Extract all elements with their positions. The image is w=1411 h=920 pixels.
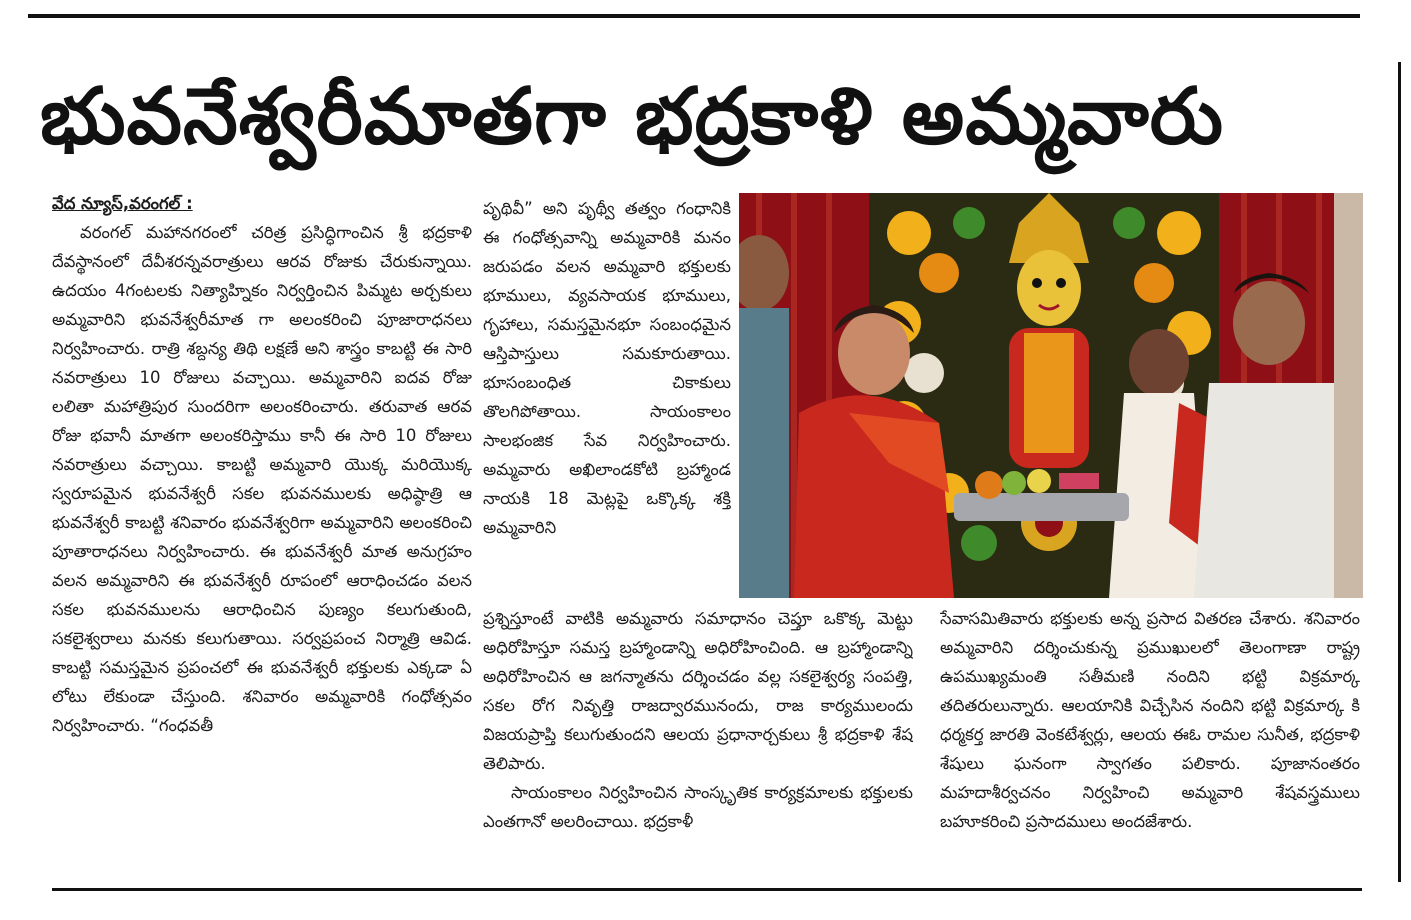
bottom-rule bbox=[52, 888, 1362, 891]
article-paragraph: పృథివీ” అని పృథ్వీ తత్వం గంధానికి ఈ గంధోత్సవాన్ని అమ్మవారికి మనం జరుపడం వలన అమ్మవారి భక్తులకు భూములు, వ్యవసాయక భూములు, గృహాలు, సమస్తమైనభూ సంబంధమైన ఆస్తిపాస్తులు సమకూరుతాయి. భూసంబంధిత చికాకులు తొలగిపోతాయి. సాయంకాలం సాలభంజిక సేవ నిర్వహించారు. అమ్మవారు అఖిలాండకోటి బ్రహ్మాండ నాయకి 18 మెట్లపై ఒక్కొక్క శక్తి అమ్మవారిని bbox=[483, 199, 731, 537]
right-column-rule bbox=[1398, 62, 1401, 882]
headline: భువనేశ్వరీమాతగా భద్రకాళి అమ్మవారు bbox=[40, 72, 1225, 162]
article-paragraph: ప్రశ్నిస్తూంటే వాటికి అమ్మవారు సమాధానం చెప్తూ ఒకొక్క మెట్టు అధిరోహిస్తూ సమస్త బ్రహ్మాండాన్ని అధిరోహించింది. ఆ బ్రహ్మాండాన్ని అధిరోహించిన ఆ జగన్మాతను దర్శించడం వల్ల సకలైశ్వర్య సంపత్తి, సకల రోగ నివృత్తి రాజద్వారమునందు, రాజ కార్యములందు విజయప్రాప్తి కలుగుతుందని ఆలయ ప్రధానార్చకులు శ్రీ భద్రకాళి శేష తెలిపారు. bbox=[483, 609, 913, 773]
article-paragraph: సేవాసమితివారు భక్తులకు అన్న ప్రసాద వితరణ చేశారు. శనివారం అమ్మవారిని దర్శించుకున్న ప్రముఖులలో తెలంగాణా రాష్ట్ర ఉపముఖ్యమంతి సతీమణి నందిని భట్టి విక్రమార్క తదితరులున్నారు. ఆలయానికి విచ్చేసిన నందిని భట్టి విక్రమార్క కి ధర్మకర్త జారతి వెంకటేశ్వర్లు, ఆలయ ఈఓ రామల సునీత, భద్రకాళి శేషులు ఘనంగా స్వాగతం పలికారు. పూజానంతరం మహదాశీర్వచనం నిర్వహించి అమ్మవారి శేషవస్త్రములు బహూకరించి ప్రసాదములు అందజేశారు. bbox=[940, 609, 1360, 831]
article-column-2-continued bbox=[483, 604, 913, 866]
article-column-3 bbox=[940, 604, 1360, 866]
article-column-1 bbox=[52, 190, 472, 860]
article-paragraph: సాయంకాలం నిర్వహించిన సాంస్కృతిక కార్యక్రమాలకు భక్తులకు ఎంతగానో అలరించాయి. భద్రకాళీ bbox=[483, 783, 913, 831]
top-rule bbox=[28, 14, 1360, 18]
news-photo bbox=[739, 193, 1363, 598]
article-paragraph: వరంగల్ మహానగరంలో చరిత్ర ప్రసిద్ధిగాంచిన శ్రీ భద్రకాళి దేవస్థానంలో దేవీశరన్నవరాత్రులు ఆరవ రోజుకు చేరుకున్నాయి. ఉదయం 4గంటలకు నిత్యాహ్నికం నిర్వర్తించిన పిమ్మట అర్చకులు అమ్మవారిని భువనేశ్వరీమాత గా అలంకరించి పూజారాధనలు నిర్వహించారు. రాత్రి శబ్దన్య తిథి లక్షణే అని శాస్త్రం కాబట్టి ఈ సారి నవరాత్రులు 10 రోజులు వచ్చాయి. అమ్మవారిని ఐదవ రోజు లలితా మహాత్రిపుర సుందరిగా అలంకరించారు. తరువాత ఆరవ రోజు భవానీ మాతగా అలంకరిస్తాము కానీ ఈ సారి 10 రోజులు నవరాత్రులు వచ్చాయి. కాబట్టి అమ్మవారి యొక్క మరియొక్క స్వరూపమైన భువనేశ్వరీ సకల భువనములకు అధిష్ఠాత్రి ఆ భువనేశ్వరీ కాబట్టి శనివారం భువనేశ్వరిగా అమ్మవారిని అలంకరించి పూతారాధనలు నిర్వహించారు. ఈ భువనేశ్వరీ మాత అనుగ్రహం వలన అమ్మవారిని ఈ భువనేశ్వరీ రూపంలో ఆరాధించడం వలన సకల భువనములను ఆరాధించిన పుణ్యం కలుగుతుంది, సకలైశ్వరాలు మనకు కలుగుతాయి. సర్వప్రపంచ నిర్మాత్రి ఆవిడ. కాబట్టి సమస్తమైన ప్రపంచలో ఈ భువనేశ్వరీ భక్తులకు ఎక్కడా ఏ లోటు లేకుండా చేస్తుంది. శనివారం అమ్మవారికి గంధోత్సవం నిర్వహించారు. “గంధవతీ bbox=[52, 223, 472, 735]
dateline: వేద న్యూస్,వరంగల్ : bbox=[52, 194, 193, 213]
article-column-2 bbox=[483, 194, 731, 604]
